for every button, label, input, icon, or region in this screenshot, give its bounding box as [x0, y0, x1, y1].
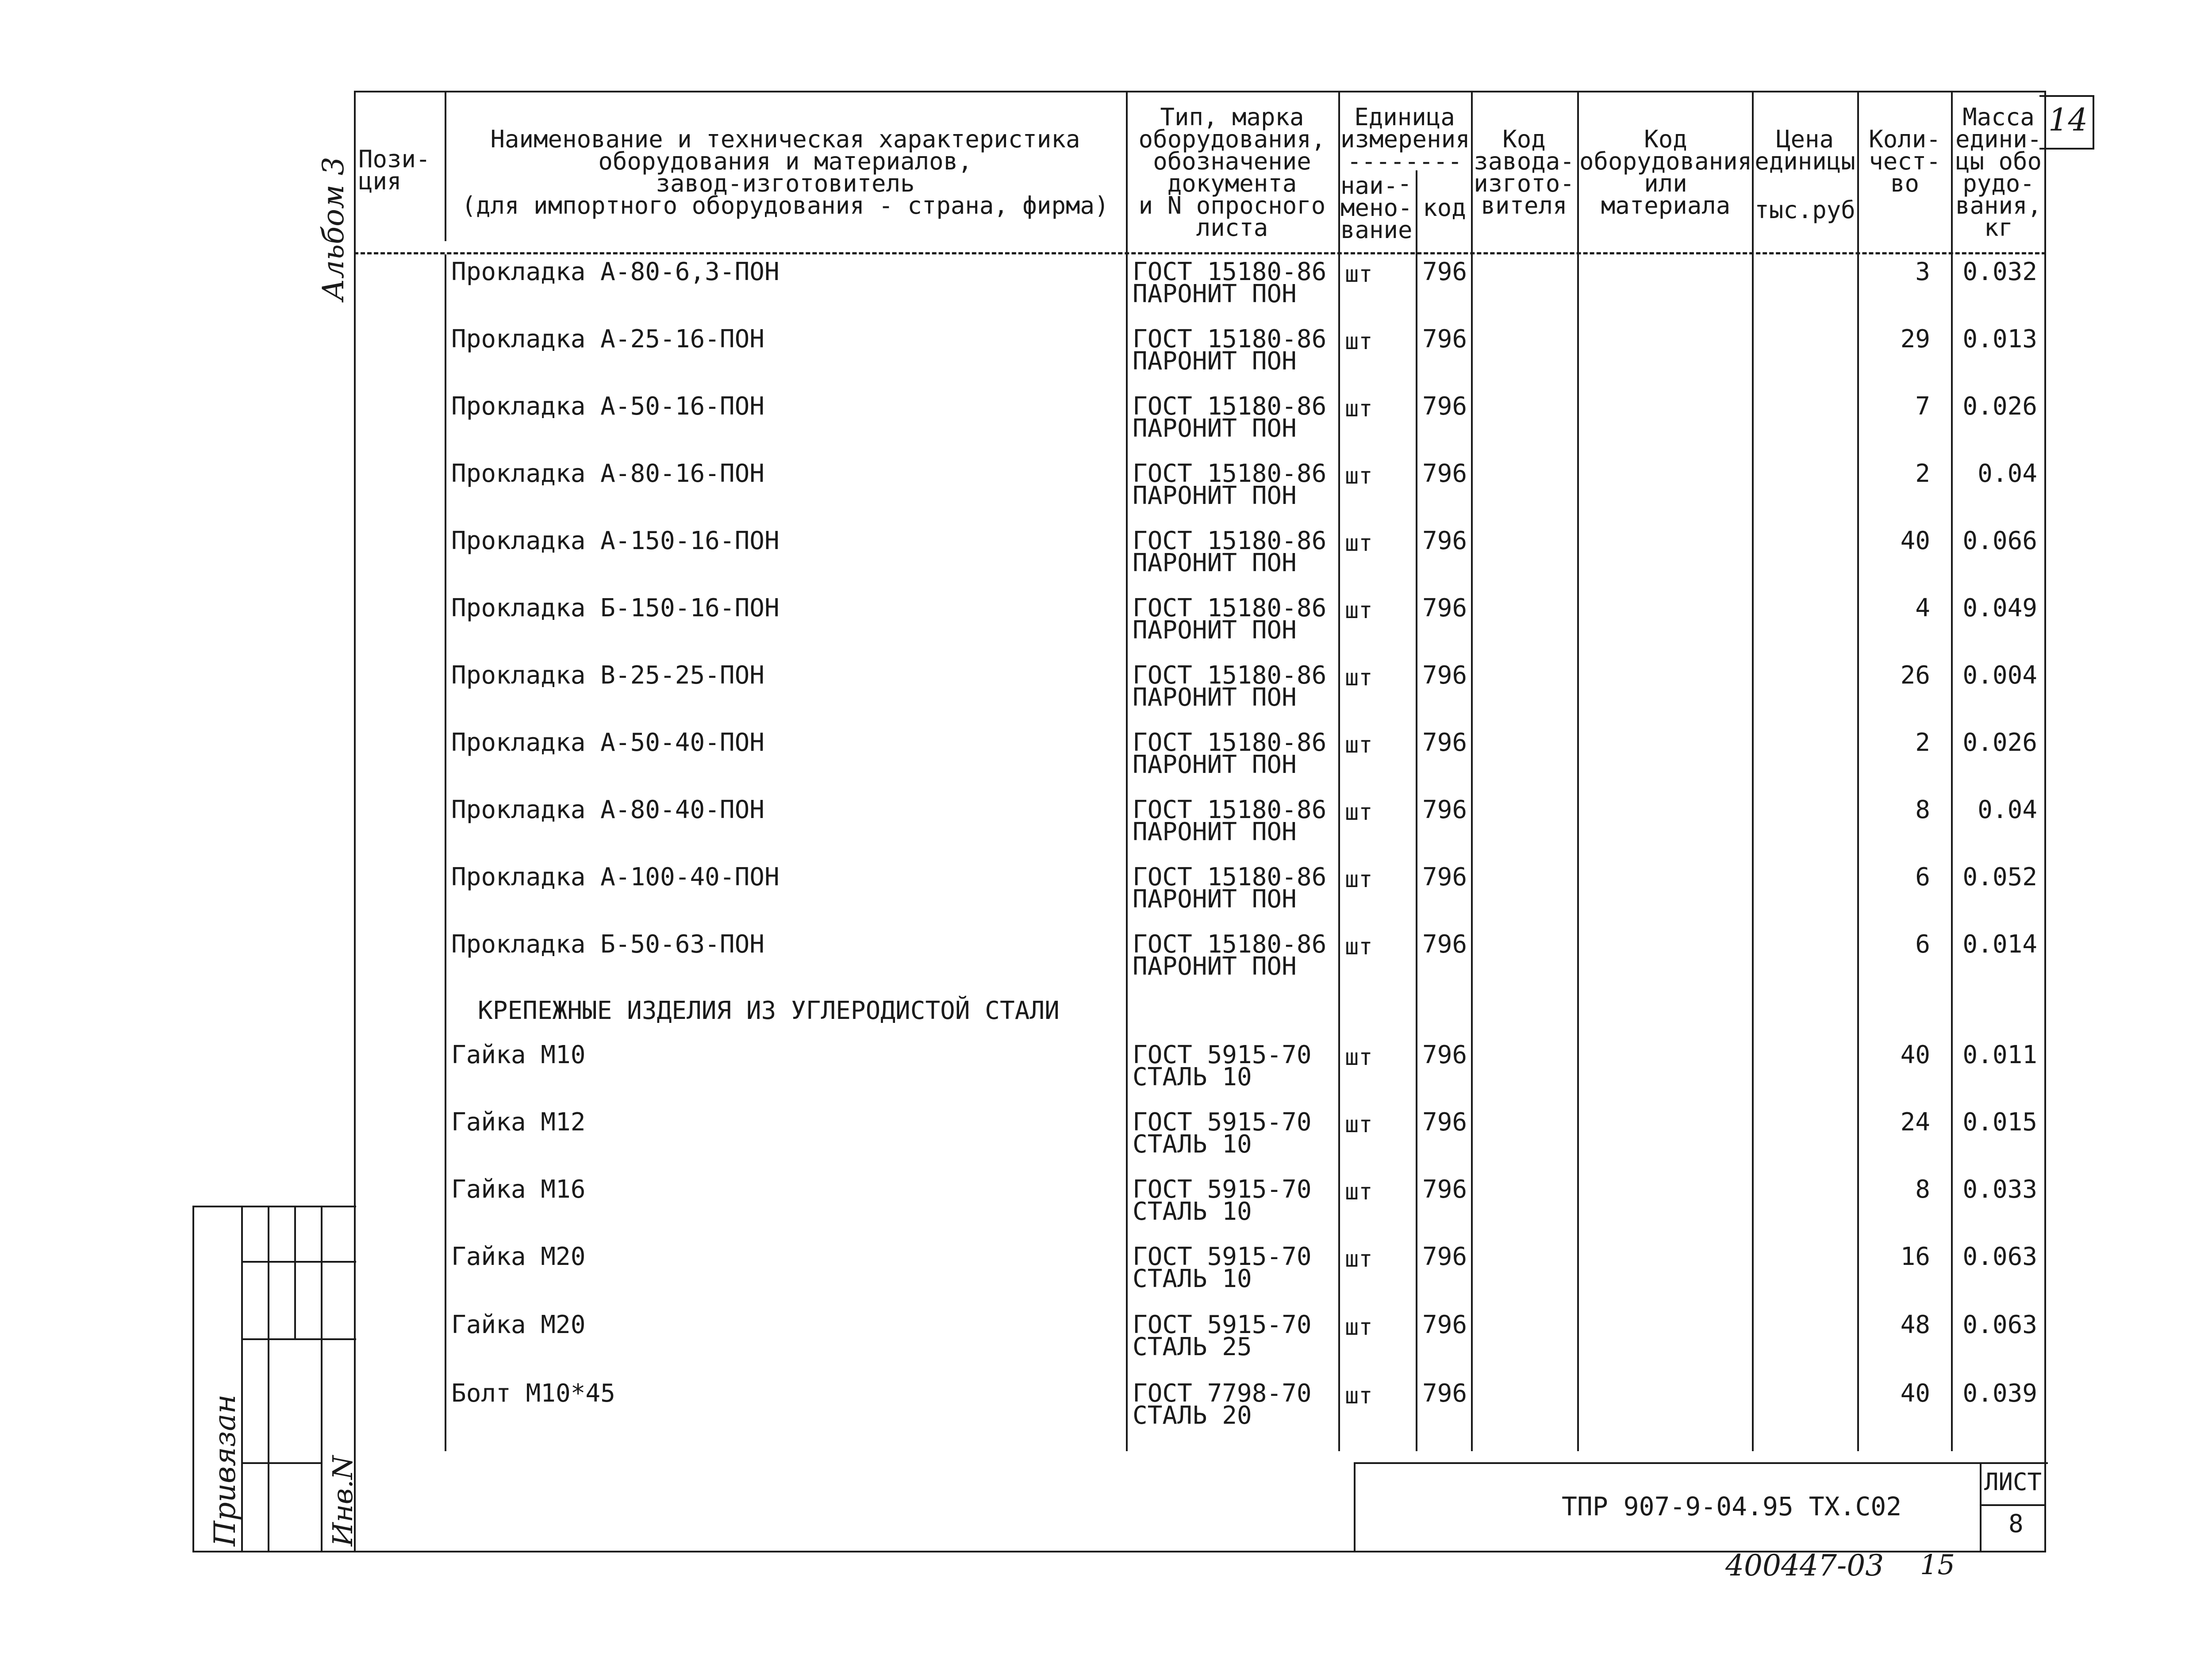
row-code: 796 — [1422, 1379, 1467, 1408]
privyazan-label: Привязан — [208, 1394, 242, 1546]
row-doc: ГОСТ 5915-70 СТАЛЬ 10 — [1133, 1108, 1312, 1159]
row-mass: 0.015 — [1962, 1108, 2037, 1137]
row-qty: 6 — [1915, 863, 1930, 891]
row-name: Прокладка А-80-16-ПОН — [451, 459, 765, 488]
row-doc: ГОСТ 15180-86 ПАРОНИТ ПОН — [1133, 594, 1327, 645]
row-code: 796 — [1422, 930, 1467, 959]
inv-label: Инв.N — [326, 1456, 359, 1546]
row-doc: ГОСТ 15180-86 ПАРОНИТ ПОН — [1133, 257, 1327, 308]
row-code: 796 — [1422, 1175, 1467, 1204]
row-name: Болт М10*45 — [451, 1379, 615, 1408]
row-code: 796 — [1422, 795, 1467, 824]
doc-code: ТПР 907-9-04.95 ТХ.С02 — [1562, 1491, 1902, 1522]
row-mass: 0.066 — [1962, 526, 2037, 555]
row-unit: шт — [1345, 1246, 1373, 1272]
row-unit: шт — [1345, 665, 1373, 691]
row-unit: шт — [1345, 1383, 1373, 1409]
row-name: Гайка М20 — [451, 1310, 586, 1339]
row-code: 796 — [1422, 1108, 1467, 1137]
row-name: Прокладка А-80-40-ПОН — [451, 795, 765, 824]
archive-number: 400447-03 — [1725, 1548, 1884, 1583]
row-qty: 40 — [1900, 1379, 1930, 1408]
row-mass: 0.011 — [1962, 1041, 2037, 1069]
row-qty: 29 — [1900, 325, 1930, 353]
row-mass: 0.049 — [1962, 594, 2037, 622]
header-material-code: Код оборудования или материала — [1579, 125, 1752, 219]
row-name: Гайка М16 — [451, 1175, 586, 1204]
page-mark: 14 — [2048, 102, 2088, 138]
header-unit-code: код — [1423, 194, 1466, 222]
row-name: Прокладка Б-50-63-ПОН — [451, 930, 765, 959]
row-doc: ГОСТ 7798-70 СТАЛЬ 20 — [1133, 1379, 1312, 1430]
row-name: Гайка М20 — [451, 1242, 586, 1271]
row-qty: 40 — [1900, 1041, 1930, 1069]
row-doc: ГОСТ 15180-86 ПАРОНИТ ПОН — [1133, 661, 1327, 712]
row-qty: 2 — [1915, 728, 1930, 757]
row-unit: шт — [1345, 1044, 1373, 1071]
row-doc: ГОСТ 15180-86 ПАРОНИТ ПОН — [1133, 863, 1327, 914]
row-doc: ГОСТ 15180-86 ПАРОНИТ ПОН — [1133, 930, 1327, 981]
row-unit: шт — [1345, 799, 1373, 826]
row-name: Прокладка В-25-25-ПОН — [451, 661, 765, 690]
row-name: Прокладка А-50-16-ПОН — [451, 392, 765, 421]
row-unit: шт — [1345, 866, 1373, 893]
row-doc: ГОСТ 15180-86 ПАРОНИТ ПОН — [1133, 325, 1327, 376]
album-label: Альбом 3 — [316, 157, 350, 301]
row-unit: шт — [1345, 396, 1373, 422]
frame-left — [354, 91, 356, 1551]
row-code: 796 — [1422, 863, 1467, 891]
row-name: Гайка М10 — [451, 1041, 586, 1069]
header-mass: Масса едини- цы обо рудо- вания, кг — [1955, 103, 2042, 242]
row-unit: шт — [1345, 934, 1373, 960]
header-separator — [354, 252, 2046, 254]
row-code: 796 — [1422, 459, 1467, 488]
row-code: 796 — [1422, 661, 1467, 690]
row-unit: шт — [1345, 328, 1373, 355]
frame-right — [2044, 91, 2046, 1551]
row-mass: 0.063 — [1962, 1310, 2037, 1339]
header-qty: Коли- чест- во — [1869, 125, 1941, 197]
row-code: 796 — [1422, 392, 1467, 421]
row-qty: 2 — [1915, 459, 1930, 488]
row-qty: 6 — [1915, 930, 1930, 959]
row-name: Гайка М12 — [451, 1108, 586, 1137]
row-mass: 0.032 — [1962, 257, 2037, 286]
row-code: 796 — [1422, 257, 1467, 286]
header-unit-dashes: --------- — [1347, 147, 1463, 197]
row-doc: ГОСТ 15180-86 ПАРОНИТ ПОН — [1133, 526, 1327, 577]
row-mass: 0.033 — [1962, 1175, 2037, 1204]
row-qty: 4 — [1915, 594, 1930, 622]
row-name: Прокладка А-50-40-ПОН — [451, 728, 765, 757]
header-price-unit: тыс.руб — [1755, 196, 1855, 224]
header-unit-name: наи- мено- вание — [1340, 172, 1413, 244]
row-code: 796 — [1422, 1041, 1467, 1069]
row-name: Прокладка А-25-16-ПОН — [451, 325, 765, 353]
row-mass: 0.013 — [1962, 325, 2037, 353]
row-qty: 16 — [1900, 1242, 1930, 1271]
row-mass: 0.04 — [1978, 795, 2037, 824]
frame-top — [354, 91, 2046, 92]
row-unit: шт — [1345, 732, 1373, 758]
row-unit: шт — [1345, 1179, 1373, 1205]
row-unit: шт — [1345, 530, 1373, 557]
archive-page: 15 — [1920, 1548, 1955, 1581]
row-qty: 8 — [1915, 795, 1930, 824]
row-name: Прокладка А-100-40-ПОН — [451, 863, 780, 891]
header-unit-group: Единица измерения — [1340, 103, 1470, 153]
row-doc: ГОСТ 15180-86 ПАРОНИТ ПОН — [1133, 795, 1327, 846]
row-qty: 24 — [1900, 1108, 1930, 1137]
header-type: Тип, марка оборудования, обозначение документа и N опросного листа — [1138, 103, 1326, 242]
row-qty: 40 — [1900, 526, 1930, 555]
row-unit: шт — [1345, 597, 1373, 624]
row-code: 796 — [1422, 728, 1467, 757]
row-doc: ГОСТ 5915-70 СТАЛЬ 10 — [1133, 1175, 1312, 1226]
row-unit: шт — [1345, 1314, 1373, 1341]
row-code: 796 — [1422, 594, 1467, 622]
row-doc: ГОСТ 5915-70 СТАЛЬ 10 — [1133, 1041, 1312, 1091]
row-name: Прокладка А-80-6,3-ПОН — [451, 257, 780, 286]
row-qty: 26 — [1900, 661, 1930, 690]
row-mass: 0.052 — [1962, 863, 2037, 891]
row-qty: 8 — [1915, 1175, 1930, 1204]
row-unit: шт — [1345, 261, 1373, 288]
row-code: 796 — [1422, 325, 1467, 353]
row-mass: 0.026 — [1962, 392, 2037, 421]
row-doc: ГОСТ 15180-86 ПАРОНИТ ПОН — [1133, 459, 1327, 510]
header-factory-code: Код завода- изгото- вителя — [1474, 125, 1575, 219]
row-doc: ГОСТ 15180-86 ПАРОНИТ ПОН — [1133, 392, 1327, 443]
row-mass: 0.014 — [1962, 930, 2037, 959]
row-mass: 0.04 — [1978, 459, 2037, 488]
row-qty: 48 — [1900, 1310, 1930, 1339]
header-position: Пози- ция — [358, 145, 430, 195]
row-unit: шт — [1345, 463, 1373, 489]
header-price: Цена единицы — [1755, 125, 1855, 175]
row-unit: шт — [1345, 1111, 1373, 1138]
sheet-label: ЛИСТ — [1984, 1468, 2042, 1496]
section-heading: КРЕПЕЖНЫЕ ИЗДЕЛИЯ ИЗ УГЛЕРОДИСТОЙ СТАЛИ — [478, 996, 1060, 1025]
row-name: Прокладка Б-150-16-ПОН — [451, 594, 780, 622]
row-code: 796 — [1422, 526, 1467, 555]
row-doc: ГОСТ 15180-86 ПАРОНИТ ПОН — [1133, 728, 1327, 779]
row-code: 796 — [1422, 1310, 1467, 1339]
row-mass: 0.063 — [1962, 1242, 2037, 1271]
row-qty: 3 — [1915, 257, 1930, 286]
row-name: Прокладка А-150-16-ПОН — [451, 526, 780, 555]
row-mass: 0.039 — [1962, 1379, 2037, 1408]
row-qty: 7 — [1915, 392, 1930, 421]
row-mass: 0.026 — [1962, 728, 2037, 757]
row-code: 796 — [1422, 1242, 1467, 1271]
sheet-number: 8 — [2008, 1510, 2024, 1538]
row-doc: ГОСТ 5915-70 СТАЛЬ 10 — [1133, 1242, 1312, 1293]
row-mass: 0.004 — [1962, 661, 2037, 690]
row-doc: ГОСТ 5915-70 СТАЛЬ 25 — [1133, 1310, 1312, 1361]
header-name: Наименование и техническая характеристика оборудования и материалов, завод-изготовитель (для импортного оборудования - страна, фирма) — [461, 125, 1109, 219]
